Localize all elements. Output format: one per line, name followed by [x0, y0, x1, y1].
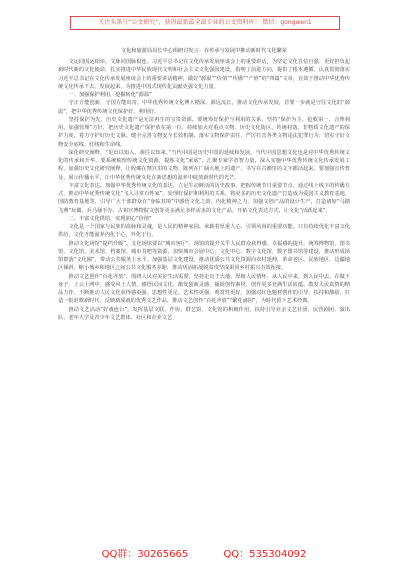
section-heading: 二、丰富文化供给，实现润心“价值”: [68, 215, 152, 222]
paragraph: 文运同国运相牵，文脉同国脉相连。习近平总书记在文化传承发展座谈会上的重要讲话，为坚定文化自信自强、更好担负起新时代新的文化使命，扎实推进中华民族现代文明和社会主义文化强国建设，指明了前进方向，提供了根本遵循。认真贯彻落实习近平总书记在文化传承发展座谈会上的重要讲话精神，做好“源温”“价值”“传播”“产值”的“四篇”文章，有效于推动中华优秀传统文化传承下去、发展起来，为推进中国式现代化贡献更强文化力量。: [58, 59, 350, 90]
paragraph: 文化是一个国家与民族的血脉和灵魂，是人民的精神家园。承载着厚重人心、引领风尚的重要功能。只有持续优化丰富文化供给，文化才能滋养内化于心、外化于行。: [58, 224, 350, 239]
article-title: 文化和旅游局局长中心组研讨发言：在传承与发展中推动新时代文化繁荣: [120, 48, 287, 54]
paragraph: 推动文化场馆“提档升级”。文化场馆要以“城市客厅”，场馆的提升关乎人民群众获得感、幸福感的提升。统筹博物馆、图书馆、文化馆、美术馆、档案馆、城市书吧等资源，加快城市会展中心、文化中心、数字文化馆、数字图书馆等建设，推动形成场馆群落“文化圈”，带动公共服务上水平。加强基层文化建设，推动优质公共文化资源向农村延伸，革命老区、民族地区、边疆地区倾斜，缩小城乡和地区之间公共文化服务差距，推动巩固拓展脱贫攻坚成果同乡村振兴有效衔接。: [58, 240, 350, 272]
paragraph: 深化研究阐释。“见出以知入，观往以知来。”当代中国是历史中国的延续和发展，当代中国思想文化也是对中华优秀传统文化的传承和升华。要系统梳理传统文化资源，提炼文化“家底”，汇聚专家学者智力量，深入实施中华优秀传统文化传承发展工程，加强历史文化研究阐释，让收藏在禁宫里的文物、陈列在广阔大地上的遗产、书写在古籍里的文字都活起来，要加强宣传普及，展示传播水平，让中华优秀传统文化在新思想的滋养中绽放新时代的光芒。: [58, 149, 350, 181]
paragraph: 丰富文化表达。加强中华优秀传统文化的表达，立足生动鲜活的历史故事，把握传统节日重要节点，通过线上线下的传播方式，推动中华优秀传统文化“飞入寻常百姓家”。处理好保护和利用的关系，将更多的历史文化遗产打造成为爱国主义教育基地、国防教育基地等，引导广大干部群众在“身临其境”中感悟文化之韵，内化精神之力。加强文创产品的设计生产，打造诸如“马踏飞燕”玩偶、兵马俑手办、古祖宫博物院文创等更多满足多样需求的文化产品，开拓文化表达方式，让文化“活跃起来”。: [58, 182, 350, 214]
promo-banner[interactable]: 关注头条号“公文研究”，获得最新最全最专业的公文资料库！ 微信：gongwen1: [70, 16, 340, 30]
paragraph: 推动文艺创作“百花齐放”。围绕人民对美好生活需要，坚持走出于大地、厚植人民情怀、从人民中来，到人民中去，在做下身子、上云上网中，感受风土人情，感悟民间文化，激发创新灵感，捕捉创作素材，创作更多充满生活底蕴、散发人民真情的精品力作。不断推动人民文化获得感更强、思想性更足、艺术性更强、观赏性更好。加强对红色题材创作的引导、扶持和激励，打造一批讴歌新时代、反映新成就的优秀文艺作品，推动文艺创作“百花齐放”“繁花满园”，为时代留下艺术经典。: [58, 273, 350, 305]
paragraph: 推动文艺活动“好戏连台”。发挥基层文联、作协、群艺馆、文化馆的积极作用，扶持引导业余文艺社团、民营剧团、演出队、老年大学及青少年文艺群体、社区和企业文艺: [58, 306, 350, 321]
qq-group-number[interactable]: QQ群：30265665: [101, 549, 189, 560]
paragraph: 坚持保护为先。历史文化遗产是无法再生的宝贵资源，要统筹好保护与利用的关系，坚持“保护为主、抢救第一、合理利用、加强管理”方针，把历史文化遗产保护放在第一位，持续加大对重点文物、历史文化街区、传统村落、非物质文化遗产的保护力度，着力守护好历史文脉。健全完善文物安全长效机制，落实文物保护责任，严厉打击各类文物违法犯罪行为，切实守好文物安全底线、红线和生命线。: [58, 116, 350, 148]
paragraph: 守正方能创新，守国方能出奇。中华优秀传统文化博大精深、源远流长，推动文化传承发展，首要一步就是守住文化的“源温”，把中华优秀传统文化保护好、利用好。: [58, 100, 350, 115]
qq-number[interactable]: QQ：535304092: [223, 549, 307, 560]
section-heading: 一、加强保护利用，挖掘转化“源温”: [68, 92, 152, 98]
contact-footer: [0, 548, 408, 562]
article-body: [58, 47, 350, 543]
